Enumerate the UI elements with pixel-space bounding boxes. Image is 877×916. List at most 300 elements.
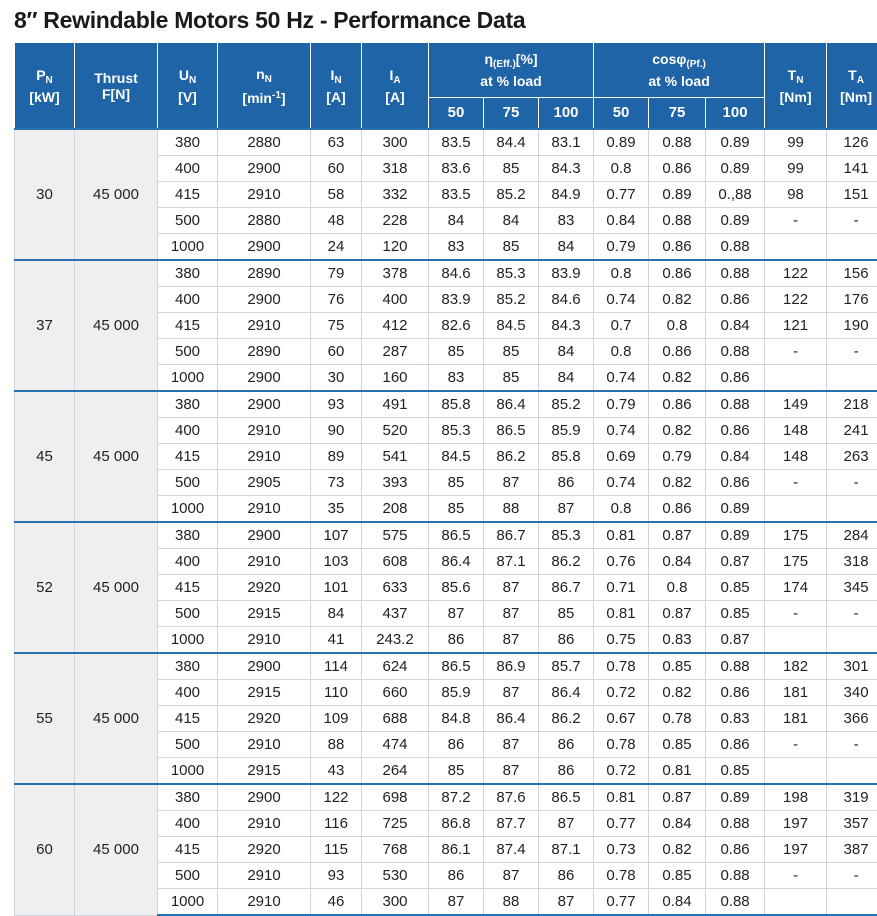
table-cell: 30 [311, 365, 362, 392]
table-cell: 0.84 [649, 549, 706, 575]
table-cell: 76 [311, 287, 362, 313]
motor-group [15, 522, 877, 653]
table-cell: 87 [484, 732, 539, 758]
table-cell: 85 [429, 470, 484, 496]
table-cell: 83 [539, 208, 594, 234]
table-cell: 633 [362, 575, 429, 601]
table-cell: 84.8 [429, 706, 484, 732]
cell-thrust: 45 000 [75, 784, 158, 915]
table-cell: 101 [311, 575, 362, 601]
table-cell: 300 [362, 889, 429, 916]
table-cell: 400 [158, 680, 218, 706]
table-cell: 89 [311, 444, 362, 470]
table-cell: 0.89 [706, 156, 765, 182]
table-cell: 2910 [218, 182, 311, 208]
table-cell: 366 [827, 706, 877, 732]
table-cell: 90 [311, 418, 362, 444]
table-cell: 0.78 [594, 653, 649, 680]
table-cell: 0.82 [649, 365, 706, 392]
table-cell: 83.5 [429, 182, 484, 208]
table-cell: 0.78 [594, 732, 649, 758]
table-row [15, 129, 877, 156]
table-cell: 197 [765, 837, 827, 863]
table-cell: 400 [158, 287, 218, 313]
table-cell: 0.83 [706, 706, 765, 732]
table-cell: 86 [539, 758, 594, 785]
table-cell: 86.5 [429, 522, 484, 549]
table-cell: 175 [765, 522, 827, 549]
table-cell: 0.75 [594, 627, 649, 654]
table-cell [827, 627, 877, 654]
table-row [15, 260, 877, 287]
table-cell: 243.2 [362, 627, 429, 654]
table-cell: 2910 [218, 549, 311, 575]
table-cell: 2900 [218, 234, 311, 261]
table-cell: 0.86 [649, 156, 706, 182]
table-cell: 500 [158, 732, 218, 758]
table-cell: 86.2 [484, 444, 539, 470]
table-cell [827, 496, 877, 523]
table-cell: 110 [311, 680, 362, 706]
table-cell: 0.86 [649, 391, 706, 418]
table-cell: 0.74 [594, 418, 649, 444]
table-cell: 85.9 [429, 680, 484, 706]
table-cell: 84.6 [429, 260, 484, 287]
table-cell: 86.4 [539, 680, 594, 706]
table-cell: 0.84 [649, 811, 706, 837]
header-efficiency: $\eta_{(Eff.)}[\%]$ at % load [429, 43, 594, 98]
table-cell: 0.76 [594, 549, 649, 575]
table-cell: 500 [158, 208, 218, 234]
table-cell: 87 [484, 575, 539, 601]
table-cell: 500 [158, 601, 218, 627]
table-cell: 85.3 [429, 418, 484, 444]
table-cell: 301 [827, 653, 877, 680]
table-cell: 0.89 [649, 182, 706, 208]
table-cell: 0.84 [649, 889, 706, 916]
table-cell: 87.4 [484, 837, 539, 863]
table-cell: 0.87 [649, 522, 706, 549]
table-cell: 83.1 [539, 129, 594, 156]
table-cell: 79 [311, 260, 362, 287]
table-cell: 182 [765, 653, 827, 680]
table-cell: 99 [765, 156, 827, 182]
table-cell: 2880 [218, 129, 311, 156]
table-cell: 93 [311, 391, 362, 418]
table-cell: 0.86 [706, 365, 765, 392]
motor-group [15, 129, 877, 260]
table-cell: 0.77 [594, 811, 649, 837]
table-cell: 263 [827, 444, 877, 470]
header-eff-load-50: 50 [429, 98, 484, 130]
table-cell: 345 [827, 575, 877, 601]
table-cell: 114 [311, 653, 362, 680]
table-cell: 2900 [218, 391, 311, 418]
table-cell: 0.82 [649, 287, 706, 313]
table-cell: 83.9 [429, 287, 484, 313]
table-cell: 415 [158, 706, 218, 732]
table-cell: 85.7 [539, 653, 594, 680]
header-eff-load-100: 100 [539, 98, 594, 130]
table-cell: 415 [158, 444, 218, 470]
cell-thrust: 45 000 [75, 522, 158, 653]
table-cell: 400 [158, 418, 218, 444]
table-cell: 0.86 [649, 496, 706, 523]
table-cell: - [827, 208, 877, 234]
table-cell: 0.74 [594, 365, 649, 392]
table-cell: 1000 [158, 234, 218, 261]
table-cell: 2910 [218, 889, 311, 916]
table-cell: 86 [429, 627, 484, 654]
table-cell: 380 [158, 784, 218, 811]
table-cell: 0.81 [594, 522, 649, 549]
table-cell: 2910 [218, 444, 311, 470]
page-title: 8″ Rewindable Motors 50 Hz - Performance Data [0, 0, 877, 38]
table-cell: 2905 [218, 470, 311, 496]
table-cell: 0.8 [594, 156, 649, 182]
table-cell: 87.1 [484, 549, 539, 575]
table-cell: 624 [362, 653, 429, 680]
table-cell: 160 [362, 365, 429, 392]
table-cell: - [827, 863, 877, 889]
table-cell: 318 [827, 549, 877, 575]
table-cell: 84 [539, 234, 594, 261]
table-cell: 86.5 [539, 784, 594, 811]
table-cell: 151 [827, 182, 877, 208]
table-cell: 332 [362, 182, 429, 208]
table-cell: 86 [539, 863, 594, 889]
table-cell: 86.7 [539, 575, 594, 601]
table-cell: 83 [429, 234, 484, 261]
table-cell: 86.7 [484, 522, 539, 549]
table-cell: 86 [539, 627, 594, 654]
table-cell: 109 [311, 706, 362, 732]
header-nn: $n_N$ $[\min^{-1}]$ [218, 43, 311, 130]
table-cell: 86.2 [539, 706, 594, 732]
table-cell: 0.8 [594, 496, 649, 523]
table-cell: 2890 [218, 260, 311, 287]
table-cell [765, 889, 827, 916]
table-cell: 0.67 [594, 706, 649, 732]
table-cell: 85 [429, 339, 484, 365]
table-cell: 87 [429, 601, 484, 627]
header-power-factor: cosφ$_{(Pf.)}$ at % load [594, 43, 765, 98]
table-cell: 46 [311, 889, 362, 916]
table-cell: 85 [484, 156, 539, 182]
motor-group [15, 784, 877, 915]
cell-power-kw: 45 [15, 391, 75, 522]
table-cell: 0.86 [706, 680, 765, 706]
table-cell: 0.88 [706, 863, 765, 889]
table-cell: 530 [362, 863, 429, 889]
table-cell: 0.86 [706, 470, 765, 496]
table-cell: 84.5 [429, 444, 484, 470]
table-cell: 98 [765, 182, 827, 208]
table-cell [765, 496, 827, 523]
table-cell: 0.84 [594, 208, 649, 234]
table-cell [765, 627, 827, 654]
table-cell: 86 [429, 732, 484, 758]
table-cell: 0.79 [649, 444, 706, 470]
table-cell: 85 [429, 496, 484, 523]
table-cell: 2900 [218, 365, 311, 392]
table-cell: - [827, 339, 877, 365]
table-cell: 380 [158, 391, 218, 418]
table-cell: 0.88 [649, 129, 706, 156]
table-cell: 0.79 [594, 391, 649, 418]
table-cell: 84 [539, 339, 594, 365]
table-cell: 84.4 [484, 129, 539, 156]
table-cell: 0.77 [594, 889, 649, 916]
table-cell: 85 [484, 234, 539, 261]
table-cell: 0.78 [594, 863, 649, 889]
table-cell: 0.84 [706, 444, 765, 470]
motor-group [15, 260, 877, 391]
table-cell: 0.86 [706, 287, 765, 313]
table-cell: 85 [539, 601, 594, 627]
table-cell: 87.7 [484, 811, 539, 837]
header-pf-load-50: 50 [594, 98, 649, 130]
table-cell: 0.82 [649, 680, 706, 706]
table-cell: 85.9 [539, 418, 594, 444]
table-cell: 284 [827, 522, 877, 549]
table-cell: 1000 [158, 365, 218, 392]
table-cell: 0.82 [649, 418, 706, 444]
header-pf-load-100: 100 [706, 98, 765, 130]
table-cell: 86.4 [484, 706, 539, 732]
table-cell: 83 [429, 365, 484, 392]
table-cell: 0.89 [706, 496, 765, 523]
table-cell: 0.82 [649, 470, 706, 496]
table-cell: 85.3 [539, 522, 594, 549]
table-cell: 60 [311, 156, 362, 182]
table-cell: 148 [765, 418, 827, 444]
table-cell: 86.4 [484, 391, 539, 418]
table-cell: 148 [765, 444, 827, 470]
table-cell: 120 [362, 234, 429, 261]
header-pf-load-75: 75 [649, 98, 706, 130]
table-cell: 2910 [218, 418, 311, 444]
table-cell: - [827, 470, 877, 496]
table-cell: 85.2 [484, 287, 539, 313]
table-cell: 103 [311, 549, 362, 575]
table-cell: 84 [484, 208, 539, 234]
table-cell: - [765, 470, 827, 496]
table-cell: 241 [827, 418, 877, 444]
table-cell: 0.81 [649, 758, 706, 785]
table-cell: 0.88 [706, 811, 765, 837]
cell-power-kw: 55 [15, 653, 75, 784]
table-cell: 0.86 [649, 339, 706, 365]
table-cell [765, 758, 827, 785]
table-cell [765, 234, 827, 261]
table-cell: 2910 [218, 811, 311, 837]
table-cell: 2910 [218, 496, 311, 523]
header-thrust: Thrust F[N] [75, 43, 158, 130]
table-cell: 0.85 [706, 601, 765, 627]
table-cell: 83.9 [539, 260, 594, 287]
table-cell: 400 [158, 156, 218, 182]
table-cell: 415 [158, 837, 218, 863]
table-cell: 0.7 [594, 313, 649, 339]
table-cell: 73 [311, 470, 362, 496]
table-cell: 0.89 [706, 784, 765, 811]
table-cell: 198 [765, 784, 827, 811]
table-cell: 86.4 [429, 549, 484, 575]
table-cell: 2910 [218, 313, 311, 339]
table-cell: 575 [362, 522, 429, 549]
table-cell: 437 [362, 601, 429, 627]
table-cell: 2910 [218, 863, 311, 889]
table-cell: 0.88 [706, 260, 765, 287]
table-cell: 0.85 [706, 758, 765, 785]
table-cell: 415 [158, 182, 218, 208]
table-cell: 0.86 [706, 732, 765, 758]
table-cell: 287 [362, 339, 429, 365]
table-cell: 87.1 [539, 837, 594, 863]
table-cell: - [765, 339, 827, 365]
table-cell: 415 [158, 313, 218, 339]
table-cell: 86.8 [429, 811, 484, 837]
table-cell: 86 [539, 732, 594, 758]
table-cell: 768 [362, 837, 429, 863]
table-cell: 126 [827, 129, 877, 156]
table-cell: 82.6 [429, 313, 484, 339]
table-cell: 0.72 [594, 680, 649, 706]
cell-thrust: 45 000 [75, 391, 158, 522]
table-cell: 2900 [218, 522, 311, 549]
table-cell: 122 [765, 260, 827, 287]
table-cell: 2880 [218, 208, 311, 234]
cell-power-kw: 52 [15, 522, 75, 653]
table-cell: 357 [827, 811, 877, 837]
table-cell: 0.8 [649, 575, 706, 601]
table-cell: 86.9 [484, 653, 539, 680]
table-cell: 43 [311, 758, 362, 785]
table-cell: 0.88 [706, 234, 765, 261]
table-cell: 0.83 [649, 627, 706, 654]
table-cell: 0.88 [706, 889, 765, 916]
table-cell: 181 [765, 706, 827, 732]
table-cell: 86.2 [539, 549, 594, 575]
table-cell: 400 [158, 811, 218, 837]
table-cell: 88 [311, 732, 362, 758]
table-cell: - [827, 732, 877, 758]
table-cell: 400 [158, 549, 218, 575]
table-header [15, 43, 877, 130]
cell-power-kw: 37 [15, 260, 75, 391]
table-cell: 87 [539, 889, 594, 916]
table-cell: 0.87 [649, 601, 706, 627]
table-cell: 122 [311, 784, 362, 811]
table-cell: 660 [362, 680, 429, 706]
table-cell: - [765, 863, 827, 889]
table-cell: 0.85 [649, 863, 706, 889]
table-cell: 2910 [218, 627, 311, 654]
table-row [15, 653, 877, 680]
table-cell: 0.8 [594, 260, 649, 287]
table-cell: 318 [362, 156, 429, 182]
table-cell: - [765, 732, 827, 758]
table-cell: 85 [484, 365, 539, 392]
cell-power-kw: 30 [15, 129, 75, 260]
table-cell: 197 [765, 811, 827, 837]
table-cell: 84 [539, 365, 594, 392]
table-cell: 208 [362, 496, 429, 523]
table-cell: 474 [362, 732, 429, 758]
table-cell: 24 [311, 234, 362, 261]
table-cell: 156 [827, 260, 877, 287]
table-cell: 84.5 [484, 313, 539, 339]
table-cell: 85.6 [429, 575, 484, 601]
table-cell: 174 [765, 575, 827, 601]
table-cell: 2920 [218, 575, 311, 601]
table-cell: 1000 [158, 496, 218, 523]
table-cell: 85.8 [539, 444, 594, 470]
table-cell: 0.78 [649, 706, 706, 732]
table-cell: 0.69 [594, 444, 649, 470]
table-cell: 84.6 [539, 287, 594, 313]
table-cell: 181 [765, 680, 827, 706]
table-cell: 0.86 [706, 418, 765, 444]
table-cell: 415 [158, 575, 218, 601]
cell-power-kw: 60 [15, 784, 75, 915]
table-cell: 83.5 [429, 129, 484, 156]
table-cell: 85 [484, 339, 539, 365]
table-cell: 0.72 [594, 758, 649, 785]
table-cell: 380 [158, 260, 218, 287]
table-cell: 2900 [218, 784, 311, 811]
header-pn: $P_N$ [kW] [15, 43, 75, 130]
table-cell: 228 [362, 208, 429, 234]
cell-thrust: 45 000 [75, 129, 158, 260]
table-cell: 387 [827, 837, 877, 863]
table-cell: 541 [362, 444, 429, 470]
table-cell: 2915 [218, 758, 311, 785]
table-cell: 2920 [218, 837, 311, 863]
table-cell: 0.74 [594, 470, 649, 496]
cell-thrust: 45 000 [75, 260, 158, 391]
table-cell: 2900 [218, 156, 311, 182]
table-cell: 380 [158, 522, 218, 549]
table-cell: 0.,88 [706, 182, 765, 208]
table-cell: 380 [158, 129, 218, 156]
header-in: $I_N$ [A] [311, 43, 362, 130]
table-cell: 0.86 [649, 260, 706, 287]
table-cell: 85 [429, 758, 484, 785]
table-cell: 86.5 [429, 653, 484, 680]
table-cell: 264 [362, 758, 429, 785]
table-cell: 0.82 [649, 837, 706, 863]
table-cell: 2900 [218, 653, 311, 680]
table-cell: 84.3 [539, 156, 594, 182]
table-cell: 87 [539, 496, 594, 523]
table-cell [827, 365, 877, 392]
table-cell [827, 889, 877, 916]
table-cell: 116 [311, 811, 362, 837]
table-cell: 0.88 [706, 653, 765, 680]
table-cell: 0.85 [649, 732, 706, 758]
table-cell: 122 [765, 287, 827, 313]
performance-table-wrapper [14, 42, 877, 916]
table-cell: 2900 [218, 287, 311, 313]
cell-thrust: 45 000 [75, 653, 158, 784]
table-cell: 2915 [218, 601, 311, 627]
table-cell [827, 758, 877, 785]
table-cell: 107 [311, 522, 362, 549]
table-cell: 0.89 [706, 522, 765, 549]
table-cell: 412 [362, 313, 429, 339]
